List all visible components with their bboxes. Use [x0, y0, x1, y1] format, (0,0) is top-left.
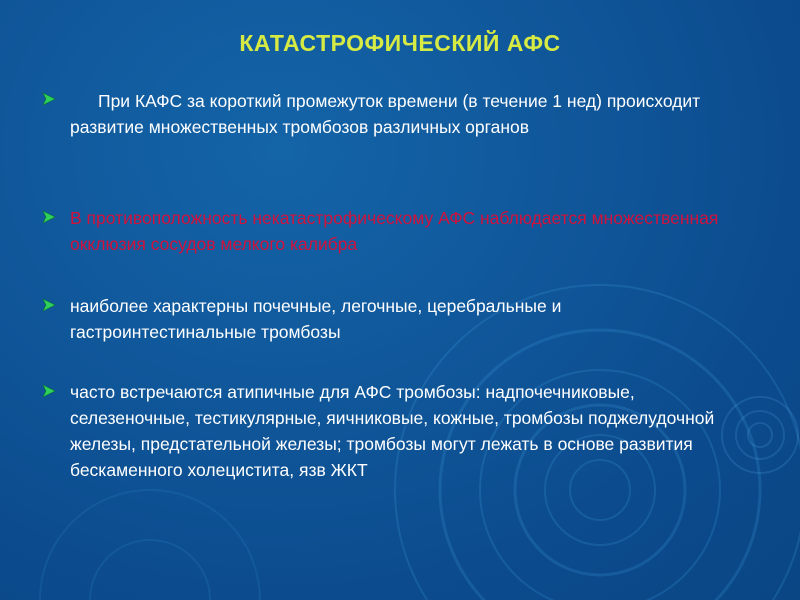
bullet-text: часто встречаются атипичные для АФС тромбозы: надпочечниковые, селезеночные, тестикулярные, яичниковые, кожные, тромбозы поджелудочной железы, предстательной железы; тромбозы могут лежать в основе развития бескаменного холецистита, язв ЖКТ — [70, 382, 715, 480]
bullet-text-highlighted: В противоположность некатастрофическому АФС наблюдается множественная окклюзия сосудов мелкого калибра — [70, 208, 719, 254]
green-arrow-bullet-icon — [42, 92, 56, 106]
bullet-text: При КАФС за короткий промежуток времени (в течение 1 нед) происходит развитие множественных тромбозов различных органов — [70, 91, 701, 137]
slide-title: КАТАСТРОФИЧЕСКИЙ АФС — [239, 30, 561, 56]
bullet-text: наиболее характерны почечные, легочные, церебральные и гастроинтестинальные тромбозы — [70, 296, 562, 342]
green-arrow-bullet-icon — [42, 210, 56, 224]
green-arrow-bullet-icon — [42, 384, 56, 398]
green-arrow-bullet-icon — [42, 298, 56, 312]
